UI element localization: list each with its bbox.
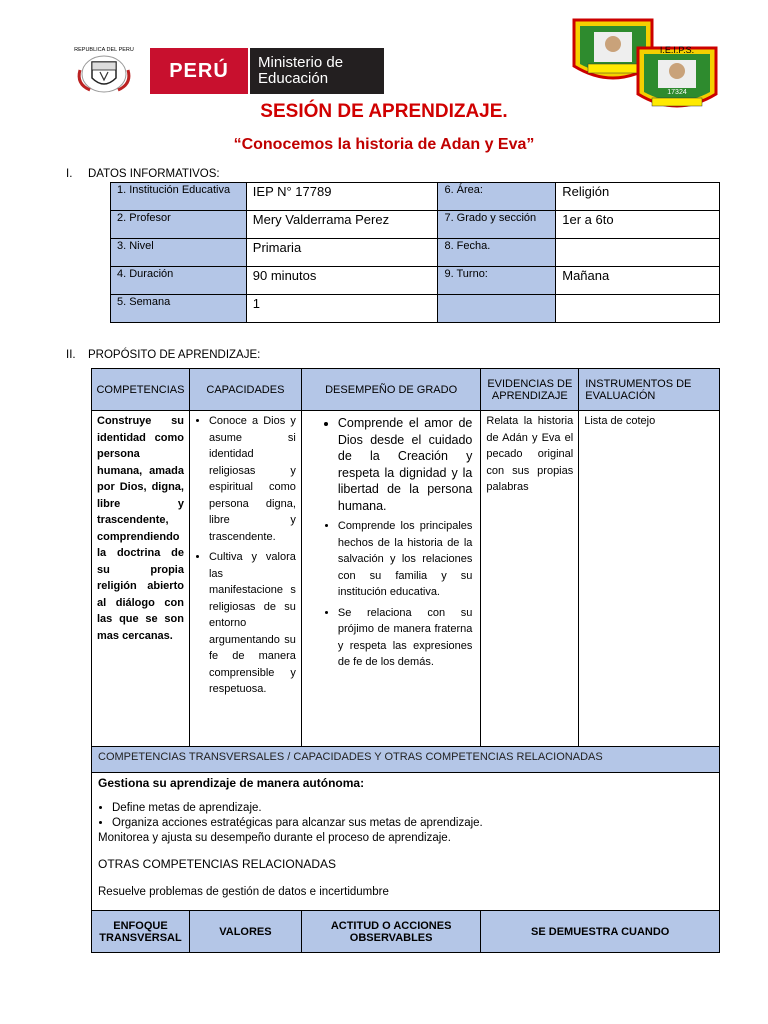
monitorea-line: Monitorea y ajusta su desempeño durante el proceso de aprendizaje. xyxy=(98,832,451,844)
transversales-header: COMPETENCIAS TRANSVERSALES / CAPACIDADES Y OTRAS COMPETENCIAS RELACIONADAS xyxy=(92,747,720,773)
ministry-line2: Educación xyxy=(258,70,329,87)
demuestra-col: SE DEMUESTRA CUANDO xyxy=(481,911,720,953)
instrumento-cell: Lista de cotejo xyxy=(579,411,720,747)
otras-title: OTRAS COMPETENCIAS RELACIONADAS xyxy=(98,857,337,871)
datos-label: 1. Institución Educativa xyxy=(111,183,247,211)
table-header-row xyxy=(92,369,720,411)
datos-label xyxy=(438,295,556,323)
ministry-line1: Ministerio de xyxy=(258,54,344,71)
enfoque-header-row xyxy=(92,911,720,953)
evidencia-cell: Relata la historia de Adán y Eva el pecado original con sus propias palabras xyxy=(481,411,579,747)
table-row xyxy=(92,773,720,911)
page-title: SESIÓN DE APRENDIZAJE. xyxy=(260,101,508,122)
competencia-cell: Construye su identidad como persona humana, amada por Dios, digna, libre y trascendente, comprendiendo la doctrina de su propia religión abierto al diálogo con las que se son mas cercanas. xyxy=(92,411,190,747)
header-evidencias: EVIDENCIAS DE APRENDIZAJE xyxy=(481,369,579,411)
list-item: • Cultiva y valora las manifestacione s religiosas de su entorno argumentando su fe de manera comprensible y respetuosa. xyxy=(209,549,296,698)
datos-value: 90 minutos xyxy=(246,267,438,295)
table-row xyxy=(92,747,720,773)
list-item: • Se relaciona con su prójimo de manera fraterna y respeta las expresiones de fe de los demás. xyxy=(338,605,473,671)
crest-number: 17324 xyxy=(667,89,687,96)
list-item: • Define metas de aprendizaje. xyxy=(112,801,713,816)
transversales-content xyxy=(92,773,720,911)
valores-col: VALORES xyxy=(189,911,301,953)
crest-text: I.E.I.P.S. xyxy=(659,45,695,55)
datos-value: Mañana xyxy=(556,267,720,295)
datos-informativos-table xyxy=(110,182,720,323)
datos-value: 1er a 6to xyxy=(556,211,720,239)
gestiona-title: Gestiona su aprendizaje de manera autónoma: xyxy=(98,776,365,790)
section-number: II. xyxy=(66,349,76,361)
datos-label: 7. Grado y sección xyxy=(438,211,556,239)
table-row xyxy=(111,295,720,323)
datos-label: 5. Semana xyxy=(111,295,247,323)
datos-value: IEP N° 17789 xyxy=(246,183,438,211)
page-subtitle: “Conocemos la historia de Adan y Eva” xyxy=(233,136,535,153)
datos-value: 1 xyxy=(246,295,438,323)
header-capacidades: CAPACIDADES xyxy=(189,369,301,411)
enfoque-col: ENFOQUE TRANSVERSAL xyxy=(92,911,190,953)
capacidades-cell xyxy=(189,411,301,747)
header-instrumentos: INSTRUMENTOS DE EVALUACIÓN xyxy=(579,369,720,411)
seal-text: REPUBLICA DEL PERU xyxy=(74,47,134,53)
list-item: • Comprende los principales hechos de la historia de la salvación y los relaciones con su familia y su institución educativa. xyxy=(338,518,473,601)
otras-text: Resuelve problemas de gestión de datos e incertidumbre xyxy=(98,886,389,898)
desempeno-cell xyxy=(301,411,481,747)
datos-value xyxy=(556,239,720,267)
datos-value: Primaria xyxy=(246,239,438,267)
table-row xyxy=(111,183,720,211)
peru-coat-of-arms-icon xyxy=(70,44,138,96)
datos-value: Religión xyxy=(556,183,720,211)
section-label: PROPÓSITO DE APRENDIZAJE: xyxy=(88,349,261,361)
list-item: • Comprende el amor de Dios desde el cuidado de la Creación y respeta la dignidad y la libertad de la persona humana. xyxy=(338,415,473,514)
list-item: • Conoce a Dios y asume si identidad religiosas y espiritual como persona digna, libre y trascendente. xyxy=(209,413,296,545)
datos-label: 8. Fecha. xyxy=(438,239,556,267)
section-heading-datos xyxy=(66,168,220,180)
section-heading-proposito xyxy=(66,349,260,361)
peru-logo: PERÚ xyxy=(150,48,248,94)
datos-label: 9. Turno: xyxy=(438,267,556,295)
table-row xyxy=(111,267,720,295)
datos-label: 3. Nivel xyxy=(111,239,247,267)
header-desempeno: DESEMPEÑO DE GRADO xyxy=(301,369,481,411)
datos-label: 2. Profesor xyxy=(111,211,247,239)
section-label: DATOS INFORMATIVOS: xyxy=(88,168,220,180)
datos-value xyxy=(556,295,720,323)
table-row xyxy=(92,411,720,747)
datos-label: 4. Duración xyxy=(111,267,247,295)
proposito-table xyxy=(91,368,720,953)
ministry-logo xyxy=(250,48,384,94)
table-row xyxy=(111,211,720,239)
header-competencias: COMPETENCIAS xyxy=(92,369,190,411)
actitud-col: ACTITUD O ACCIONES OBSERVABLES xyxy=(301,911,481,953)
datos-label: 6. Área: xyxy=(438,183,556,211)
section-number: I. xyxy=(66,168,73,180)
datos-value: Mery Valderrama Perez xyxy=(246,211,438,239)
list-item: • Organiza acciones estratégicas para alcanzar sus metas de aprendizaje. xyxy=(112,816,713,831)
table-row xyxy=(111,239,720,267)
